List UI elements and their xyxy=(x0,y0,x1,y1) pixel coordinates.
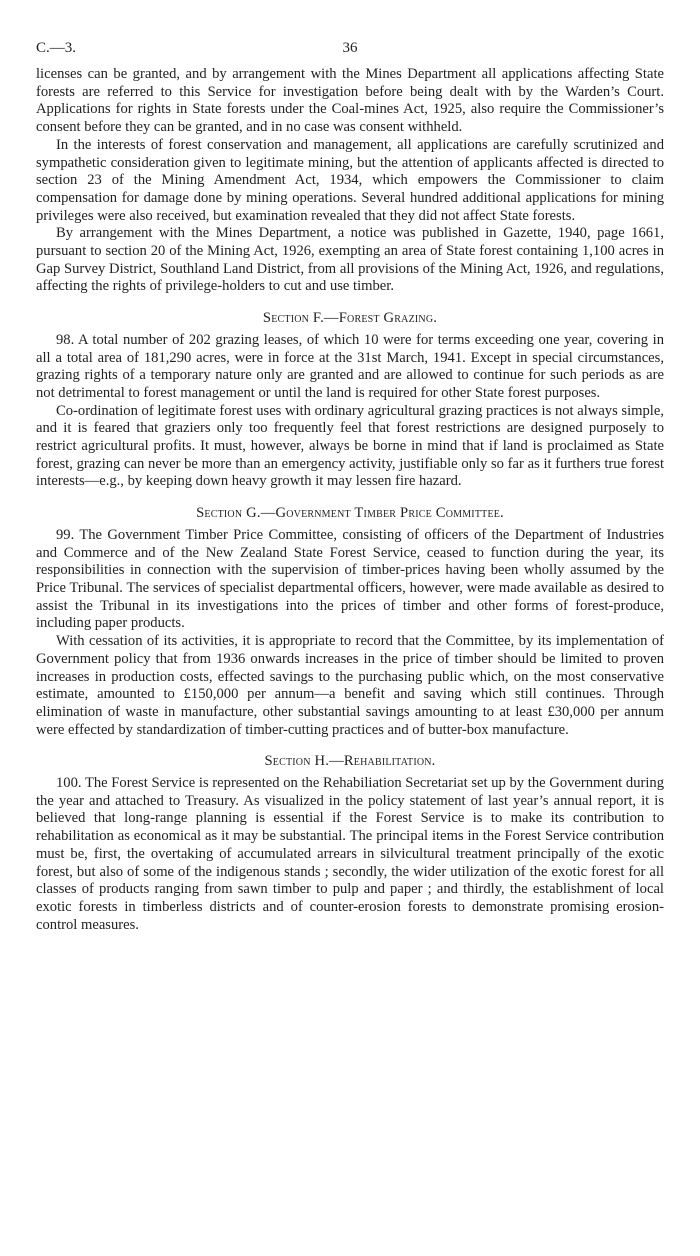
paragraph-gazette-notice: By arrangement with the Mines Department, a notice was published in Gazette, 1940, page 1661, pursuant to section 20 of the Mining Act, 1926, exempting an area of State forest containing 1,100 acres in Gap Survey District, Southland Land District, from all provisions of the Mining Act, 1926, and regulations, affecting the rights of privilege-holders to cut and use timber. xyxy=(36,225,664,295)
paragraph-committee-savings: With cessation of its activities, it is appropriate to record that the Committee, by its implementation of Government policy that from 1936 onwards increases in the price of timber should be limited to proven increases in production costs, effected savings to the purchasing public which, on the most conservative estimate, amounted to £150,000 per annum—a benefit and saving which still continues. Through elimination of waste in manufacture, other substantial savings amounting to at least £30,000 per annum were effected by standardization of timber-cutting practices and of butter-box manufacture. xyxy=(36,633,664,738)
paragraph-forest-conservation: In the interests of forest conservation and management, all applications are carefully scrutinized and sympathetic consideration given to legitimate mining, but the attention of applicants affected is directed to section 23 of the Mining Amendment Act, 1934, which empowers the Commissioner to claim compensation for damage done by mining operations. Several hundred additional applications for mining privileges were also received, but examination revealed that they did not affect State forests. xyxy=(36,136,664,224)
page-body xyxy=(36,66,664,934)
paragraph-99: 99. The Government Timber Price Committee, consisting of officers of the Department of Industries and Commerce and of the New Zealand State Forest Service, ceased to function during the year, its responsibilities in connection with the supervision of timber-prices having been wholly assumed by the Price Tribunal. The services of specialist departmental officers, however, were made available as desired to assist the Tribunal in its investigations into the prices of timber and other forms of forest-produce, including paper products. xyxy=(36,526,664,632)
document-reference: C.—3. xyxy=(36,40,77,56)
section-g-heading: Section G.—Government Timber Price Committee. xyxy=(196,505,504,522)
section-h-heading: Section H.—Rehabilitation. xyxy=(264,753,436,770)
paragraph-mining-licenses: licenses can be granted, and by arrangement with the Mines Department all applications affecting State forests are referred to this Service for investigation before being dealt with by the Warden’s Court. Applications for rights in State forests under the Coal-mines Act, 1925, also require the Commissioner’s consent before they can be granted, and in no case was consent withheld. xyxy=(36,66,664,136)
section-f-heading: Section F.—Forest Grazing. xyxy=(262,310,438,327)
paragraph-100: 100. The Forest Service is represented on the Rehabiliation Secretariat set up by the Government during the year and attached to Treasury. As visualized in the policy statement of last year’s annual report, it is believed that long-range planning is essential if the Forest Service is to make its contribution to rehabilitation as economical as it may be substantial. The principal items in the Forest Service contribution must be, first, the overtaking of accumulated arrears in silvicultural treatment principally of the exotic forest, but also of some of the indigenous stands ; secondly, the wider utilization of the exotic forest for all classes of products ranging from sawn timber to pulp and paper ; and thirdly, the establishment of local exotic forests in timberless districts and of counter-erosion forests to demonstrate promising erosion-control measures. xyxy=(36,775,664,933)
page-number: 36 xyxy=(342,40,358,56)
page-header xyxy=(36,40,664,60)
paragraph-98: 98. A total number of 202 grazing leases, of which 10 were for terms exceeding one year, covering in all a total area of 181,290 acres, were in force at the 31st March, 1941. Except in special circumstances, grazing rights of a temporary nature only are granted and are allowed to continue for such periods as are not detrimental to forest management or until the land is required for other State forest purposes. xyxy=(36,331,664,401)
paragraph-grazing-coordination: Co-ordination of legitimate forest uses with ordinary agricultural grazing practices is not always simple, and it is feared that graziers only too frequently feel that forest restrictions are designed purposely to restrict agricultural profits. It must, however, always be borne in mind that if land is proclaimed as State forest, grazing can never be more than an emergency activity, justifiable only so far as it furthers true forest interests—e.g., by keeping down heavy growth it may lessen fire hazard. xyxy=(36,402,664,490)
